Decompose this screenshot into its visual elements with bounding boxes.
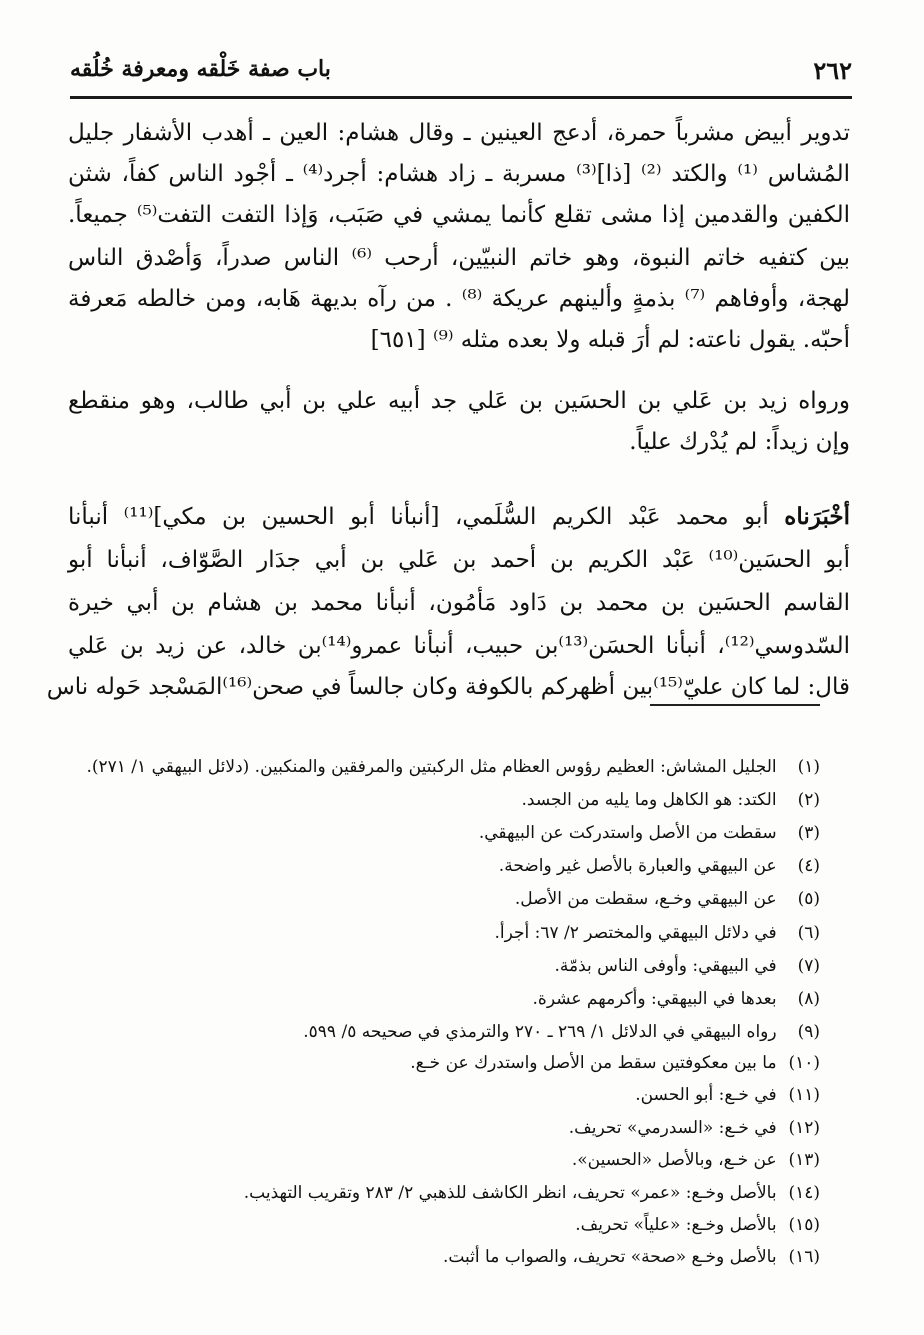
text-line: لهجة، وأوفاهم ⁽⁷⁾ بذمةٍ وألينهم عريكة ⁽⁸⁾ . من رآه بديهة هَابه، ومن خالطه مَعرفة bbox=[68, 286, 850, 312]
footnote-item: (٨) بعدها في البيهقي: وأكرمهم عشرة. bbox=[532, 989, 820, 1009]
footnote-item: (٧) في البيهقي: وأوفى الناس بذمّة. bbox=[554, 956, 820, 976]
text-line: القاسم الحسَين بن محمد بن دَاود مَأمُون، أنبأنا محمد بن هشام بن أبي خيرة bbox=[68, 590, 850, 616]
footnote-item: (٦) في دلائل البيهقي والمختصر ٢/ ٦٧: أجرأ. bbox=[494, 923, 820, 943]
isnad-lead-word: أخْبَرَناه bbox=[784, 503, 850, 530]
running-title: باب صفة خَلْقه ومعرفة خُلُقه bbox=[70, 56, 331, 82]
text-line: المُشاس ⁽¹⁾ والكتد ⁽²⁾ [ذا]⁽³⁾ مسربة ـ زاد هشام: أجرد⁽⁴⁾ ـ أجْود الناس كفاً، شثن bbox=[68, 161, 851, 187]
footnote-item: (٩) رواه البيهقي في الدلائل ١/ ٢٦٩ ـ ٢٧٠ والترمذي في صحيحه ٥/ ٥٩٩. bbox=[303, 1022, 820, 1042]
page-number: ٢٦٢ bbox=[813, 56, 852, 85]
text-line: أحبّه. يقول ناعته: لم أرَ قبله ولا بعده مثله ⁽⁹⁾ [٦٥١] bbox=[370, 327, 850, 353]
text-line: أبو الحسَين⁽¹⁰⁾ عَبْد الكريم بن أحمد بن عَلي بن أبي جدَار الصَّوّاف، أنبأنا أبو bbox=[68, 547, 850, 573]
footnote-item: (٥) عن البيهقي وخـع، سقطت من الأصل. bbox=[514, 889, 820, 909]
text-line: الكفين والقدمين إذا مشى تقلع كأنما يمشي في صَبَب، وَإذا التفت التفت⁽⁵⁾ جميعاً. bbox=[68, 202, 850, 228]
text-line: ورواه زيد بن عَلي بن الحسَين بن عَلي جد أبيه علي بن أبي طالب، وهو منقطع bbox=[68, 388, 850, 414]
footnote-item: (٤) عن البيهقي والعبارة بالأصل غير واضحة. bbox=[498, 856, 820, 876]
text-line: قال: لما كان عليّ⁽¹⁵⁾بين أظهركم بالكوفة وكان جالساً في صحن⁽¹⁶⁾المَسْجد حَوله ناس bbox=[46, 674, 850, 700]
main-text bbox=[46, 0, 851, 700]
footnote-item: (١٥) بالأصل وخـع: «علياً» تحريف. bbox=[575, 1215, 820, 1235]
text-line: السّدوسي⁽¹²⁾، أنبأنا الحسَن⁽¹³⁾بن حبيب، أنبأنا عمرو⁽¹⁴⁾بن خالد، عن زيد بن عَلي bbox=[68, 633, 851, 659]
footnote-item: (١٣) عن خـع، وبالأصل «الحسين». bbox=[571, 1150, 820, 1170]
text-line-rest: أبو محمد عَبْد الكريم السُّلَمي، [أنبأنا أبو الحسين بن مكي]⁽¹¹⁾ أنبأنا bbox=[68, 504, 785, 530]
footnote-item: (١١) في خـع: أبو الحسن. bbox=[635, 1085, 820, 1105]
footnote-item: (١٦) بالأصل وخـع «صحة» تحريف، والصواب ما أثبت. bbox=[442, 1247, 820, 1267]
text-line: تدوير أبيض مشرباً حمرة، أدعج العينين ـ وقال هشام: العين ـ أهدب الأشفار جليل bbox=[68, 120, 850, 146]
text-line: وإن زيداً: لم يُدْرك علياً. bbox=[629, 429, 850, 455]
footnote-item: (١٢) في خـع: «السدرمي» تحريف. bbox=[568, 1118, 820, 1138]
footnote-item: (٣) سقطت من الأصل واستدركت عن البيهقي. bbox=[478, 823, 820, 843]
text-line bbox=[68, 500, 850, 534]
footnote-item: (١٤) بالأصل وخـع: «عمر» تحريف، انظر الكاشف للذهبي ٢/ ٢٨٣ وتقريب التهذيب. bbox=[243, 1183, 820, 1203]
text-line: بين كتفيه خاتم النبوة، وهو خاتم النبيّين، أرحب ⁽⁶⁾ الناس صدراً، وَأصْدق الناس bbox=[68, 245, 850, 271]
footnote-item: (٢) الكتد: هو الكاهل وما يليه من الجسد. bbox=[521, 790, 820, 810]
footnote-item: (١٠) ما بين معكوفتين سقط من الأصل واستدرك عن خـع. bbox=[410, 1053, 820, 1073]
footnote-item: (١) الجليل المشاش: العظيم رؤوس العظام مثل الركبتين والمرفقين والمنكبين. (دلائل البيهقي ١/ ٢٧١). bbox=[86, 757, 820, 777]
footnote-divider bbox=[650, 704, 820, 706]
